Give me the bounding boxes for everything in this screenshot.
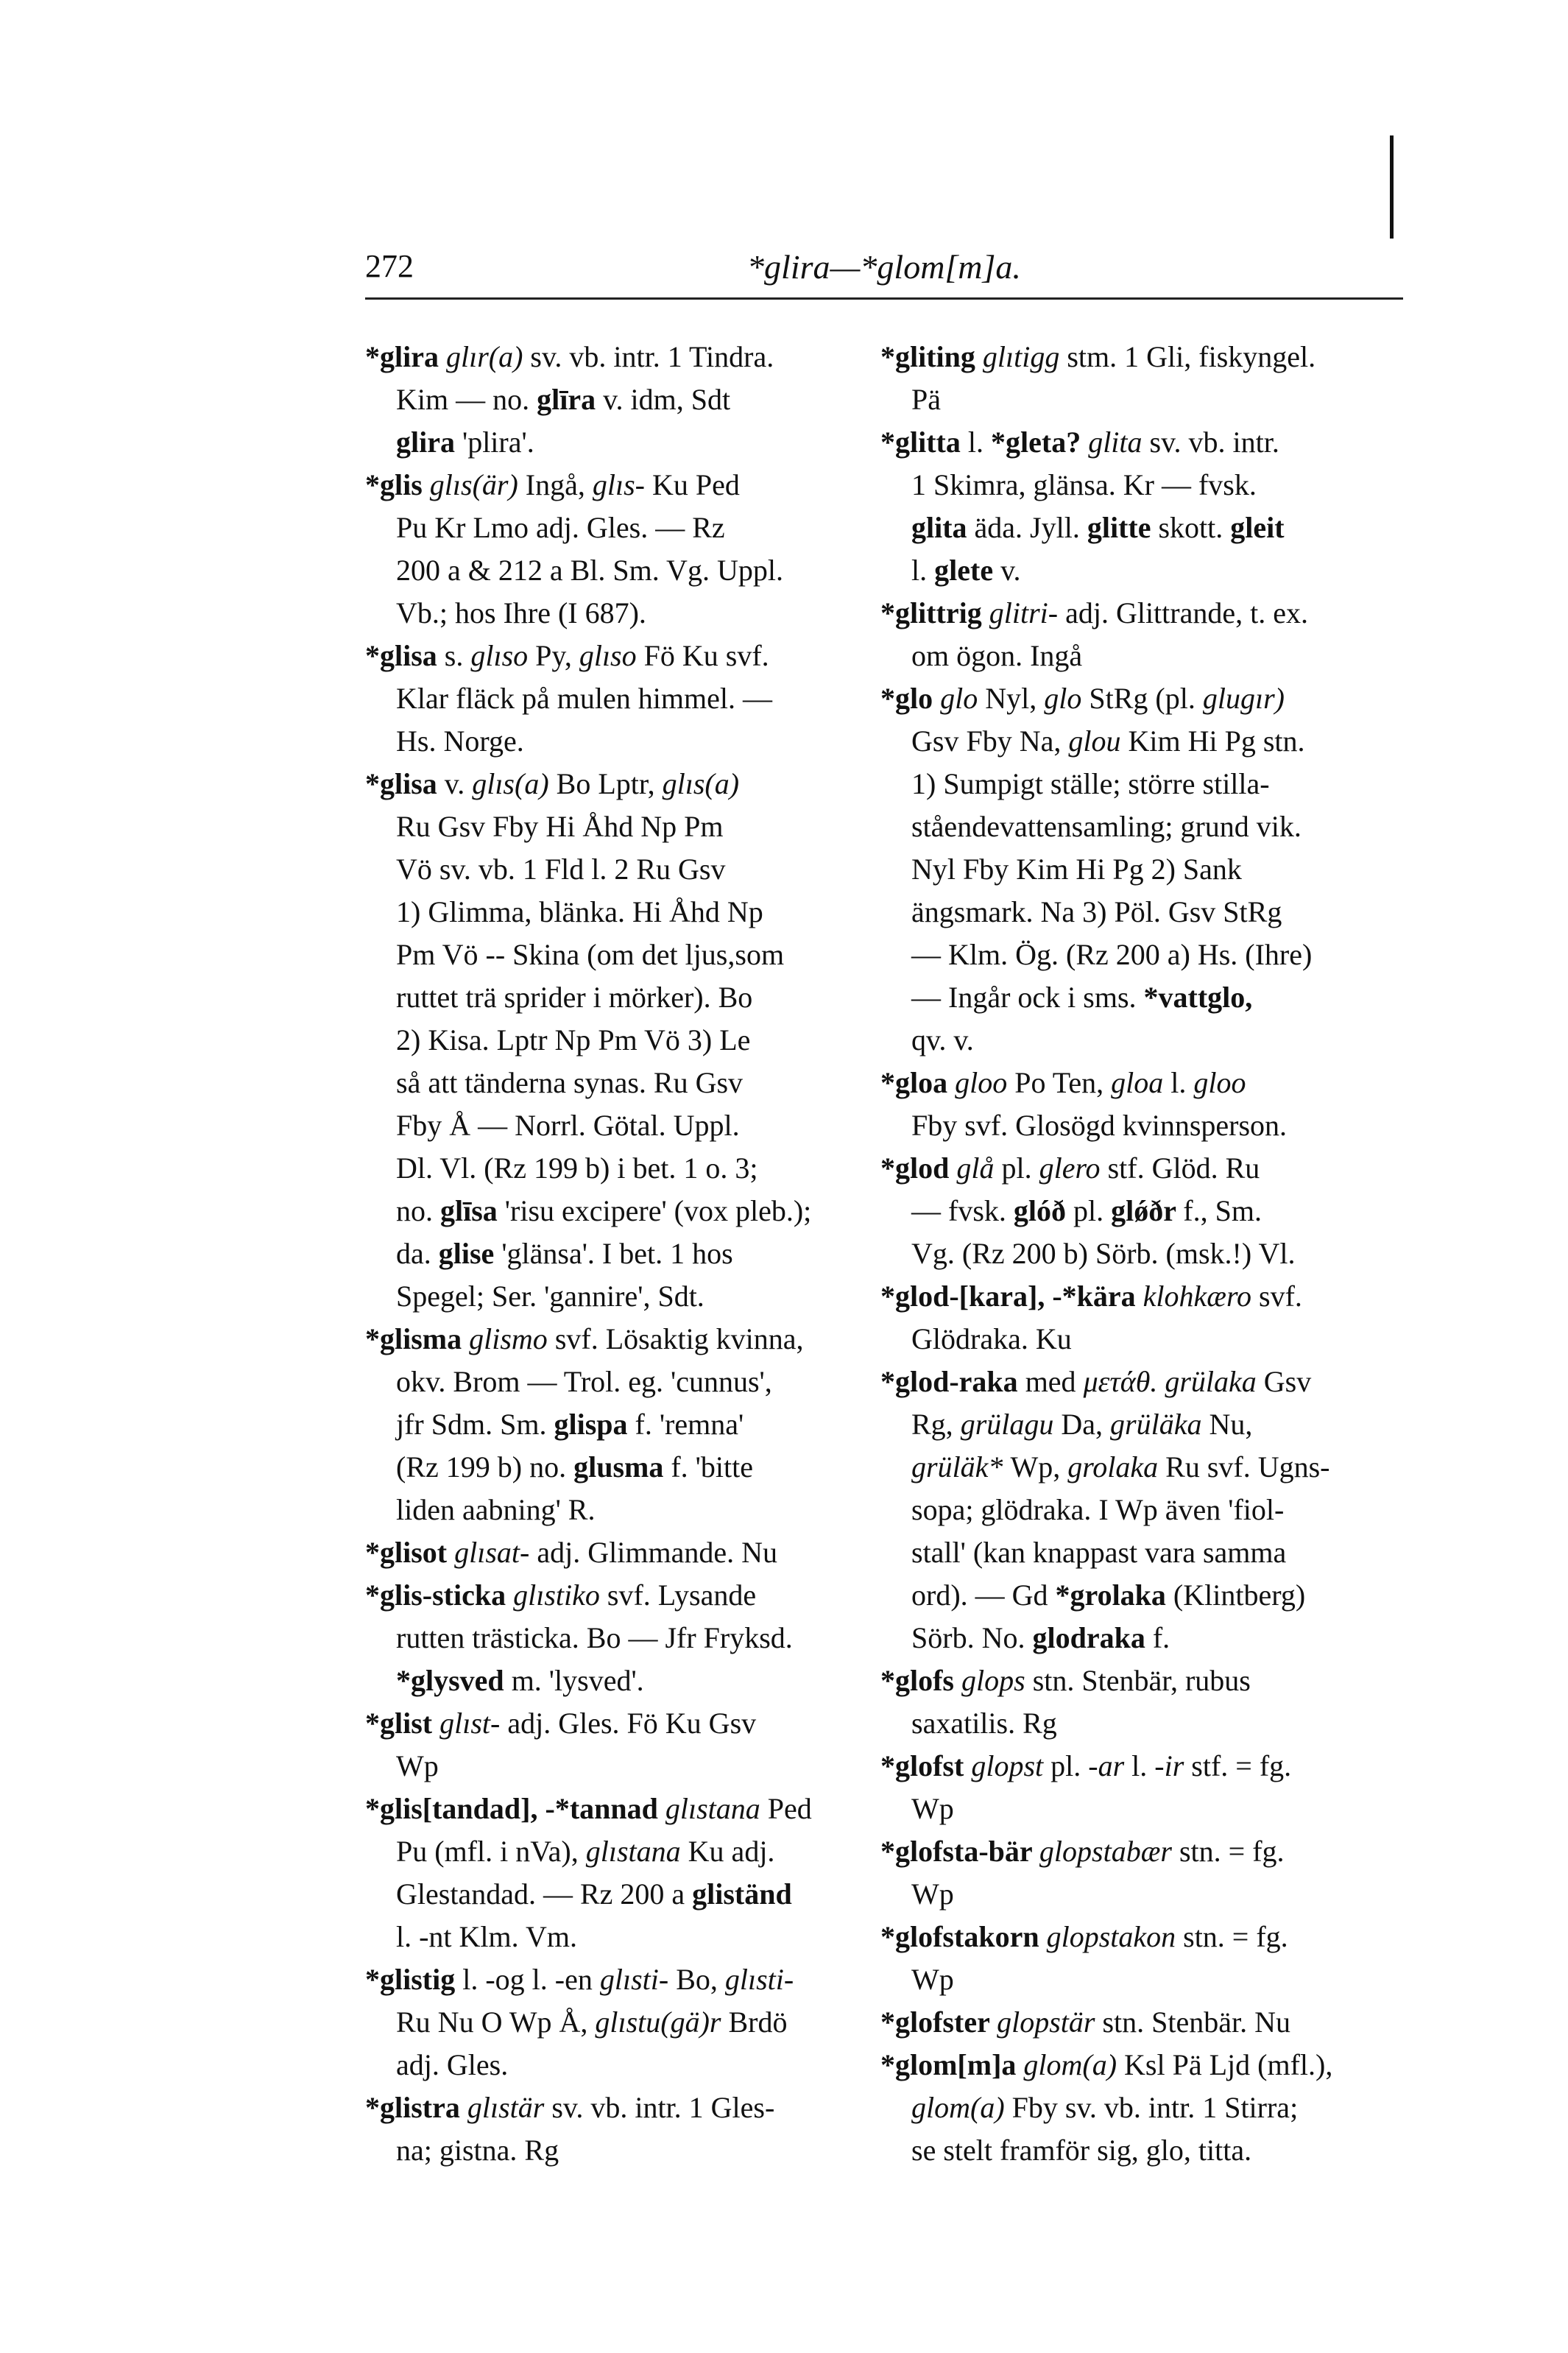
- entry-line: [880, 2001, 1410, 2044]
- entry-text: 1) Sumpigt ställe; större stilla-: [911, 767, 1270, 800]
- entry-text: v. idm, Sdt: [603, 383, 731, 416]
- headword: *glysved: [396, 1664, 512, 1697]
- entry-line: [365, 934, 866, 976]
- headword: *glisma: [365, 1322, 470, 1355]
- headword: *glod: [880, 1151, 957, 1185]
- entry-text: så att tänderna synas. Ru Gsv: [396, 1066, 744, 1099]
- entry-line: [880, 1403, 1410, 1446]
- entry-text: Da,: [1061, 1408, 1111, 1441]
- entry-text: med: [1025, 1365, 1084, 1398]
- entry-line: [365, 1361, 866, 1403]
- entry-line: [880, 891, 1410, 934]
- dialect-form: glıtigg: [982, 340, 1067, 373]
- entry-line: [880, 1062, 1410, 1104]
- entry-line: [880, 1788, 1410, 1830]
- dialect-form: glom(a): [1023, 2048, 1125, 2081]
- entry-text: stn. = fg.: [1179, 1835, 1285, 1868]
- headword: *glofster: [880, 2005, 997, 2039]
- headword: glita: [911, 511, 975, 544]
- entry-text: Pä: [911, 383, 941, 416]
- entry-text: Fby Å — Norrl. Götal. Uppl.: [396, 1109, 740, 1142]
- dialect-form: grüläka: [1110, 1408, 1209, 1441]
- dialect-form: glıso: [470, 639, 536, 672]
- entry-text: l.: [1131, 1749, 1155, 1782]
- entry-line: [880, 2129, 1410, 2172]
- entry-line: [880, 507, 1410, 549]
- entry-text: Klar fläck på mulen himmel. —: [396, 682, 772, 715]
- dialect-form: gloo: [955, 1066, 1015, 1099]
- entry-line: [880, 805, 1410, 848]
- dialect-form: glıstär: [467, 2091, 552, 2124]
- entry-text: stm. 1 Gli, fiskyngel.: [1067, 340, 1316, 373]
- entry-line: [365, 1531, 866, 1574]
- entry-line: [365, 1062, 866, 1104]
- entry-line: [365, 592, 866, 635]
- entry-text: ståendevattensamling; grund vik.: [911, 810, 1302, 843]
- entry-text: Brdö: [728, 2005, 788, 2039]
- entry-line: [880, 2086, 1410, 2129]
- entry-line: [365, 1873, 866, 1916]
- dialect-form: μετάθ. grülaka: [1083, 1365, 1264, 1398]
- dialect-form: glugır): [1202, 682, 1285, 715]
- entry-text: Fby sv. vb. intr. 1 Stirra;: [1011, 2091, 1299, 2124]
- entry-text: rutten trästicka. Bo — Jfr Fryksd.: [396, 1621, 793, 1654]
- entry-line: [365, 507, 866, 549]
- entry-text: 'risu excipere' (vox pleb.);: [504, 1194, 812, 1227]
- entry-line: [880, 1830, 1410, 1873]
- entry-text: äda. Jyll.: [974, 511, 1087, 544]
- entry-text: 200 a & 212 a Bl. Sm. Vg. Uppl.: [396, 554, 783, 587]
- entry-line: [365, 1275, 866, 1318]
- entry-line: [365, 1830, 866, 1873]
- entry-text: no.: [396, 1194, 440, 1227]
- entry-line: [365, 1702, 866, 1745]
- entry-text: Ru svf. Ugns-: [1165, 1450, 1330, 1484]
- entry-line: [365, 1489, 866, 1531]
- entry-text: 'plira'.: [462, 426, 534, 459]
- entry-line: [880, 720, 1410, 763]
- entry-text: sopa; glödraka. I Wp även 'fiol-: [911, 1493, 1285, 1526]
- entry-line: [365, 378, 866, 421]
- entry-line: [880, 1446, 1410, 1489]
- entry-text: v.: [1000, 554, 1021, 587]
- dialect-form: glıst-: [439, 1707, 508, 1740]
- entry-line: [880, 1232, 1410, 1275]
- headword: *glitta: [880, 426, 968, 459]
- entry-text: Nu,: [1209, 1408, 1253, 1441]
- entry-line: [880, 1019, 1410, 1062]
- entry-text: stf. Glöd. Ru: [1107, 1151, 1260, 1185]
- headword: *glom[m]a: [880, 2048, 1024, 2081]
- entry-line: [880, 1617, 1410, 1659]
- headword: *glod-[kara], -*kära: [880, 1280, 1143, 1313]
- entry-text: f. 'remna': [635, 1408, 744, 1441]
- dialect-form: -ir: [1154, 1749, 1192, 1782]
- entry-line: [365, 891, 866, 934]
- entry-line: [365, 976, 866, 1019]
- entry-text: (Klintberg): [1173, 1578, 1306, 1612]
- entry-text: Vö sv. vb. 1 Fld l. 2 Ru Gsv: [396, 853, 726, 886]
- scan-edge-mark: [1390, 135, 1394, 239]
- headword: *gloa: [880, 1066, 956, 1099]
- headword: glispa: [554, 1408, 635, 1441]
- entry-text: pl.: [1050, 1749, 1089, 1782]
- dialect-form: glå: [956, 1151, 1002, 1185]
- dialect-form: glopst: [971, 1749, 1051, 1782]
- dialect-form: glopstär: [997, 2005, 1103, 2039]
- entry-text: Rg,: [911, 1408, 961, 1441]
- entry-text: Glödraka. Ku: [911, 1322, 1072, 1355]
- entry-text: adj. Gles. Fö Ku Gsv: [507, 1707, 757, 1740]
- entry-text: Bo Lptr,: [556, 767, 663, 800]
- header-rule: [365, 297, 1403, 300]
- entry-text: Ingå,: [525, 468, 593, 501]
- entry-text: svf. Lysande: [607, 1578, 757, 1612]
- entry-line: [365, 805, 866, 848]
- entry-text: s.: [444, 639, 471, 672]
- dialect-form: grülagu: [960, 1408, 1062, 1441]
- entry-line: [365, 2129, 866, 2172]
- entry-line: [365, 549, 866, 592]
- entry-text: Bo,: [676, 1963, 725, 1996]
- entry-line: [365, 1232, 866, 1275]
- entry-text: Vg. (Rz 200 b) Sörb. (msk.!) Vl.: [911, 1237, 1296, 1270]
- headword: *glo: [880, 682, 941, 715]
- entry-text: Wp: [911, 1792, 954, 1825]
- dialect-form: glo: [940, 682, 986, 715]
- entry-text: sv. vb. intr. 1 Tindra.: [530, 340, 774, 373]
- entry-text: ängsmark. Na 3) Pöl. Gsv StRg: [911, 895, 1282, 928]
- entry-text: Sörb. No.: [911, 1621, 1033, 1654]
- running-head: [365, 247, 1403, 296]
- entry-text: — Ingår ock i sms.: [911, 981, 1144, 1014]
- entry-text: m. 'lysved'.: [511, 1664, 644, 1697]
- entry-line: [880, 1659, 1410, 1702]
- dialect-form: glopstakon: [1046, 1920, 1184, 1953]
- entry-text: Ksl Pä Ljd (mfl.),: [1124, 2048, 1333, 2081]
- entry-line: [880, 464, 1410, 507]
- entry-text: adj. Glittrande, t. ex.: [1065, 596, 1308, 629]
- entry-line: [365, 1574, 866, 1617]
- dialect-form: -ar: [1088, 1749, 1132, 1782]
- entry-text: stall' (kan knappast vara samma: [911, 1536, 1287, 1569]
- headword: *glistra: [365, 2091, 467, 2124]
- entry-text: stf. = fg.: [1191, 1749, 1292, 1782]
- entry-text: Gsv Fby Na,: [911, 724, 1069, 758]
- entry-text: Wp: [911, 1877, 954, 1911]
- entry-line: [365, 1617, 866, 1659]
- entry-line: [880, 934, 1410, 976]
- dialect-form: grüläk*: [911, 1450, 1011, 1484]
- page-number: 272: [365, 248, 414, 284]
- entry-line: [365, 1318, 866, 1361]
- entry-line: [365, 336, 866, 378]
- right-column: [880, 336, 1410, 2172]
- dialect-form: glısat-: [454, 1536, 537, 1569]
- headword: glīsa: [440, 1194, 505, 1227]
- headword: gliständ: [692, 1877, 792, 1911]
- entry-text: pl.: [1073, 1194, 1112, 1227]
- entry-line: [880, 1275, 1410, 1318]
- dialect-form: gloo: [1193, 1066, 1246, 1099]
- entry-line: [365, 720, 866, 763]
- entry-text: 2) Kisa. Lptr Np Pm Vö 3) Le: [396, 1023, 751, 1056]
- headword: *glittrig: [880, 596, 989, 629]
- dialect-form: glıso: [579, 639, 644, 672]
- entry-text: (Rz 199 b) no.: [396, 1450, 574, 1484]
- entry-text: stn. Stenbär, rubus: [1032, 1664, 1251, 1697]
- entry-text: l.: [911, 554, 935, 587]
- entry-text: — fvsk.: [911, 1194, 1014, 1227]
- headword: *vattglo,: [1143, 981, 1253, 1014]
- entry-line: [880, 763, 1410, 805]
- entry-text: Ru Gsv Fby Hi Åhd Np Pm: [396, 810, 724, 843]
- entry-text: ruttet trä sprider i mörker). Bo: [396, 981, 753, 1014]
- headword: glira: [396, 426, 462, 459]
- entry-text: adj. Gles.: [396, 2048, 509, 2081]
- dialect-form: gloa: [1111, 1066, 1171, 1099]
- entry-text: se stelt framför sig, glo, titta.: [911, 2134, 1252, 2167]
- entry-line: [880, 421, 1410, 464]
- entry-text: Glestandad. — Rz 200 a: [396, 1877, 693, 1911]
- dialect-form: glıstana: [665, 1792, 768, 1825]
- dialect-form: grolaka: [1067, 1450, 1166, 1484]
- entry-line: [365, 1659, 866, 1702]
- entry-line: [880, 848, 1410, 891]
- entry-text: 'glänsa'. I bet. 1 hos: [501, 1237, 733, 1270]
- entry-line: [365, 1788, 866, 1830]
- entry-text: Fö Ku svf.: [643, 639, 769, 672]
- entry-text: skott.: [1158, 511, 1231, 544]
- entry-text: l.: [967, 426, 991, 459]
- dialect-form: glo: [1044, 682, 1090, 715]
- headword: *glistig: [365, 1963, 463, 1996]
- headword: *glisot: [365, 1536, 455, 1569]
- entry-line: [365, 2086, 866, 2129]
- entry-text: Kim — no.: [396, 383, 537, 416]
- entry-line: [880, 1574, 1410, 1617]
- entry-line: [365, 848, 866, 891]
- dialect-form: glom(a): [911, 2091, 1012, 2124]
- entry-line: [880, 677, 1410, 720]
- headword: glóð: [1013, 1194, 1074, 1227]
- headword: *grolaka: [1055, 1578, 1173, 1612]
- dialect-form: glou: [1068, 724, 1129, 758]
- entry-text: Kim Hi Pg stn.: [1128, 724, 1305, 758]
- entry-line: [880, 1958, 1410, 2001]
- headword: *glira: [365, 340, 446, 373]
- entry-line: [880, 976, 1410, 1019]
- entry-line: [365, 1446, 866, 1489]
- dialect-form: glero: [1039, 1151, 1108, 1185]
- dialect-form: glıstana: [585, 1835, 688, 1868]
- entry-text: jfr Sdm. Sm.: [396, 1408, 554, 1441]
- entry-line: [365, 1190, 866, 1232]
- entry-text: — Klm. Ög. (Rz 200 a) Hs. (Ihre): [911, 938, 1313, 971]
- headword: *gliting: [880, 340, 983, 373]
- headword: *glist: [365, 1707, 440, 1740]
- dialect-form: glıs(a): [662, 767, 740, 800]
- dialect-form: glıs(är): [429, 468, 526, 501]
- dialect-form: glismo: [469, 1322, 555, 1355]
- headword: glete: [934, 554, 1001, 587]
- entry-text: pl.: [1001, 1151, 1039, 1185]
- entry-text: Ru Nu O Wp Å,: [396, 2005, 596, 2039]
- headword: *glofsta-bär: [880, 1835, 1039, 1868]
- entry-line: [365, 1916, 866, 1958]
- headword: *glis[tandad], -*tannad: [365, 1792, 665, 1825]
- entry-text: Dl. Vl. (Rz 199 b) i bet. 1 o. 3;: [396, 1151, 758, 1185]
- entry-line: [880, 635, 1410, 677]
- dialect-form: glıs(a): [472, 767, 557, 800]
- headword: glitte: [1087, 511, 1159, 544]
- entry-text: na; gistna. Rg: [396, 2134, 559, 2167]
- headword: glīra: [537, 383, 604, 416]
- entry-text: Spegel; Ser. 'gannire', Sdt.: [396, 1280, 704, 1313]
- headword: glise: [438, 1237, 502, 1270]
- dialect-form: glır(a): [445, 340, 531, 373]
- entry-line: [880, 1916, 1410, 1958]
- headword: *glofs: [880, 1664, 961, 1697]
- entry-text: l. -og l. -en: [462, 1963, 600, 1996]
- entry-text: Pu Kr Lmo adj. Gles. — Rz: [396, 511, 725, 544]
- entry-text: svf.: [1259, 1280, 1302, 1313]
- dialect-form: glısti-: [724, 1963, 794, 1996]
- dialect-form: glıstiko: [513, 1578, 607, 1612]
- dialect-form: glopstabær: [1039, 1835, 1179, 1868]
- headword: *glis-sticka: [365, 1578, 514, 1612]
- entry-line: [365, 1147, 866, 1190]
- entry-line: [880, 1104, 1410, 1147]
- entry-text: l.: [1170, 1066, 1194, 1099]
- entry-text: Py,: [535, 639, 579, 672]
- left-column: [365, 336, 866, 2172]
- entry-line: [365, 677, 866, 720]
- entry-line: [880, 1873, 1410, 1916]
- entry-text: Gsv: [1263, 1365, 1312, 1398]
- entry-text: Po Ten,: [1014, 1066, 1112, 1099]
- headword: *glofstakorn: [880, 1920, 1047, 1953]
- dialect-form: glıs-: [592, 468, 652, 501]
- headword: gleit: [1230, 511, 1285, 544]
- entry-line: [880, 1531, 1410, 1574]
- entry-line: [880, 378, 1410, 421]
- headword: *gleta?: [991, 426, 1089, 459]
- entry-text: sv. vb. intr. 1 Gles-: [551, 2091, 775, 2124]
- entry-text: f.: [1152, 1621, 1170, 1654]
- entry-text: Wp,: [1010, 1450, 1068, 1484]
- entry-line: [880, 1702, 1410, 1745]
- dialect-form: glita: [1088, 426, 1150, 459]
- dialect-form: glops: [961, 1664, 1033, 1697]
- entry-line: [880, 336, 1410, 378]
- page-title: *glira—*glom[m]a.: [747, 248, 1021, 286]
- entry-text: StRg (pl.: [1089, 682, 1203, 715]
- entry-text: Wp: [396, 1749, 439, 1782]
- entry-text: 1 Skimra, glänsa. Kr — fvsk.: [911, 468, 1257, 501]
- entry-line: [365, 2044, 866, 2086]
- entry-text: l. -nt Klm. Vm.: [396, 1920, 577, 1953]
- dialect-form: glitri-: [989, 596, 1066, 629]
- headword: *glofst: [880, 1749, 972, 1782]
- entry-line: [880, 1190, 1410, 1232]
- entry-text: f. 'bitte: [671, 1450, 753, 1484]
- entry-text: okv. Brom — Trol. eg. 'cunnus',: [396, 1365, 772, 1398]
- entry-text: Wp: [911, 1963, 954, 1996]
- entry-line: [880, 1489, 1410, 1531]
- dialect-form: klohkæro: [1143, 1280, 1260, 1313]
- entry-text: Pm Vö -- Skina (om det ljus,som: [396, 938, 785, 971]
- entry-line: [365, 763, 866, 805]
- entry-line: [880, 592, 1410, 635]
- entry-text: qv. v.: [911, 1023, 974, 1056]
- headword: *glisa: [365, 639, 445, 672]
- entry-line: [365, 1403, 866, 1446]
- headword: glodraka: [1032, 1621, 1153, 1654]
- entry-line: [365, 1745, 866, 1788]
- entry-line: [365, 1958, 866, 2001]
- headword: *glisa: [365, 767, 445, 800]
- entry-text: Hs. Norge.: [396, 724, 524, 758]
- headword: glusma: [573, 1450, 671, 1484]
- entry-text: liden aabning' R.: [396, 1493, 596, 1526]
- entry-line: [365, 635, 866, 677]
- entry-text: sv. vb. intr.: [1149, 426, 1279, 459]
- entry-text: v.: [444, 767, 473, 800]
- entry-line: [880, 1745, 1410, 1788]
- entry-text: stn. = fg.: [1183, 1920, 1288, 1953]
- entry-text: Ku Ped: [652, 468, 740, 501]
- entry-text: ord). — Gd: [911, 1578, 1056, 1612]
- entry-line: [880, 1361, 1410, 1403]
- headword: *glod-raka: [880, 1365, 1025, 1398]
- entry-text: Nyl Fby Kim Hi Pg 2) Sank: [911, 853, 1242, 886]
- entry-text: Ped: [767, 1792, 812, 1825]
- entry-text: Pu (mfl. i nVa),: [396, 1835, 586, 1868]
- headword: *glis: [365, 468, 430, 501]
- entry-line: [880, 549, 1410, 592]
- entry-line: [880, 1147, 1410, 1190]
- entry-text: stn. Stenbär. Nu: [1102, 2005, 1291, 2039]
- entry-line: [365, 1019, 866, 1062]
- entry-line: [880, 2044, 1410, 2086]
- entry-text: om ögon. Ingå: [911, 639, 1083, 672]
- entry-text: saxatilis. Rg: [911, 1707, 1057, 1740]
- entry-line: [880, 1318, 1410, 1361]
- entry-text: svf. Lösaktig kvinna,: [554, 1322, 804, 1355]
- dialect-form: glısti-: [599, 1963, 677, 1996]
- entry-line: [365, 421, 866, 464]
- entry-text: Nyl,: [985, 682, 1045, 715]
- entry-text: da.: [396, 1237, 439, 1270]
- entry-line: [365, 2001, 866, 2044]
- entry-text: Vb.; hos Ihre (I 687).: [396, 596, 646, 629]
- entry-text: f., Sm.: [1183, 1194, 1262, 1227]
- entry-line: [365, 1104, 866, 1147]
- entry-text: Fby svf. Glosögd kvinnsperson.: [911, 1109, 1288, 1142]
- headword: glǿðr: [1111, 1194, 1184, 1227]
- entry-text: adj. Glimmande. Nu: [537, 1536, 777, 1569]
- entry-line: [365, 464, 866, 507]
- entry-text: Ku adj.: [688, 1835, 775, 1868]
- dialect-form: glıstu(gä)r: [595, 2005, 729, 2039]
- entry-text: 1) Glimma, blänka. Hi Åhd Np: [396, 895, 763, 928]
